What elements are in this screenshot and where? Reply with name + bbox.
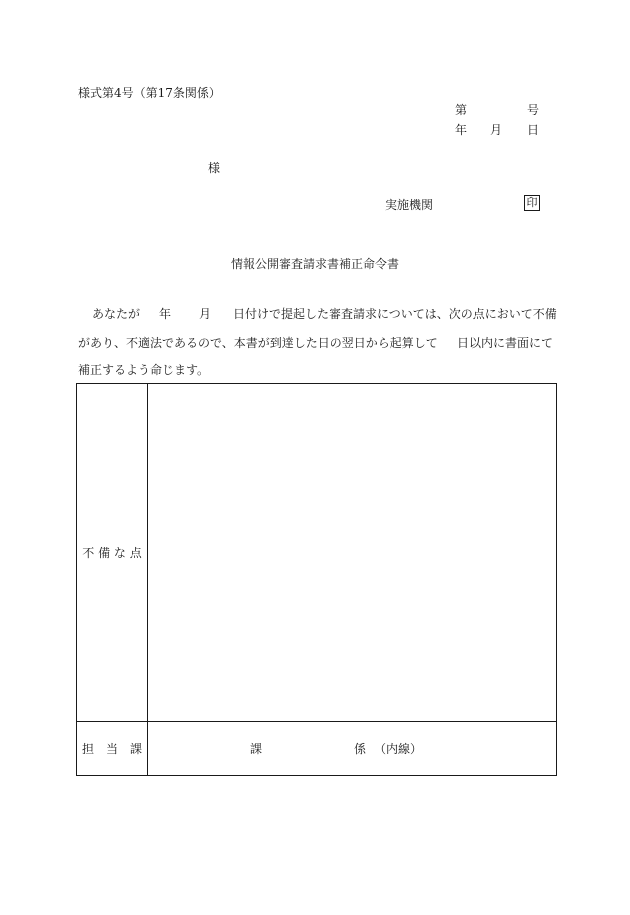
document-number-suffix: 号 <box>527 103 540 117</box>
body-line1-month: 月 <box>199 307 212 321</box>
body-line3: 補正するよう命じます。 <box>78 363 210 377</box>
body-line2-start: があり、不適法であるので、本書が到達した日の翌日から起算して <box>78 336 438 350</box>
date-year: 年 <box>455 123 468 137</box>
issuer-label: 実施機関 <box>385 198 434 212</box>
body-line1-year: 年 <box>159 307 172 321</box>
contact-field <box>148 722 557 776</box>
body-line1-end: 日付けで提起した審査請求については、次の点において不備 <box>233 307 557 321</box>
deficiency-row <box>77 384 557 722</box>
body-line2-end: 日以内に書面にて <box>457 336 554 350</box>
deficiency-field <box>148 384 557 722</box>
deficiency-label: 不 備 な 点 <box>77 384 148 722</box>
contact-section: 課 <box>250 742 263 756</box>
date-day: 日 <box>527 123 540 137</box>
body-line1-start: あなたが <box>92 307 141 321</box>
deficiency-table <box>76 383 557 776</box>
date-month: 月 <box>490 123 503 137</box>
contact-row <box>77 722 557 776</box>
contact-subsection: 係 <box>354 742 367 756</box>
document-number-prefix: 第 <box>455 103 468 117</box>
seal-box: 印 <box>524 195 540 211</box>
document-title: 情報公開審査請求書補正命令書 <box>230 257 399 271</box>
contact-label: 担 当 課 <box>77 722 148 776</box>
contact-extension: （内線） <box>374 742 423 756</box>
addressee-suffix: 様 <box>208 161 221 175</box>
form-number: 様式第4号（第17条関係） <box>78 86 221 100</box>
